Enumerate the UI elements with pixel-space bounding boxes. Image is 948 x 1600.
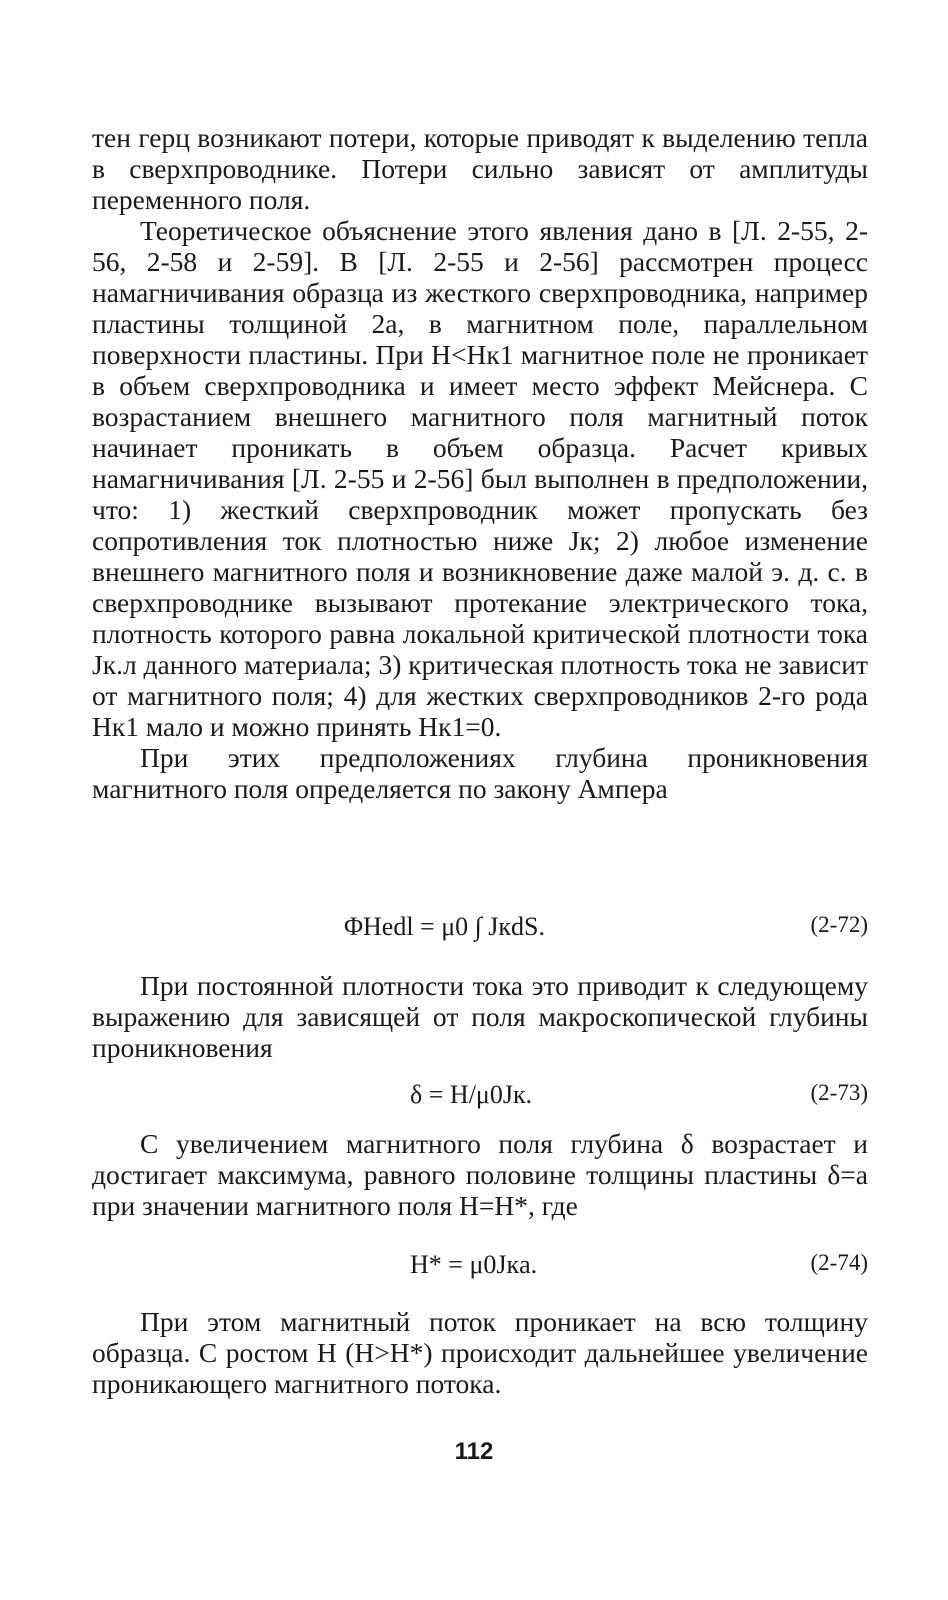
equation-2-72-number: (2-72) bbox=[810, 912, 868, 937]
equation-2-74 bbox=[92, 1250, 868, 1294]
text-block-3 bbox=[92, 1128, 868, 1221]
text-block-4 bbox=[92, 1306, 868, 1399]
paragraph-assumptions: При этих предположениях глубина проникновения магнитного поля определяется по закону Ампера bbox=[92, 742, 868, 804]
text-block-1 bbox=[92, 122, 868, 804]
paragraph-max-depth: С увеличением магнитного поля глубина δ возрастает и достигает максимума, равного половине толщины пластины δ=a при значении магнитного поля H=H*, где bbox=[92, 1128, 868, 1221]
equation-2-73 bbox=[92, 1080, 868, 1124]
equation-2-73-formula: δ = H/μ0Jк. bbox=[410, 1080, 533, 1109]
equation-2-72-formula: ΦHedl = μ0 ∫ JкdS. bbox=[344, 912, 545, 941]
equation-2-74-formula: H* = μ0Jкa. bbox=[410, 1250, 538, 1279]
page-number: 112 bbox=[454, 1438, 494, 1465]
equation-2-72 bbox=[92, 912, 868, 956]
paragraph-constant-density: При постоянной плотности тока это приводит к следующему выражению для зависящей от поля макроскопической глубины проникновения bbox=[92, 970, 868, 1063]
text-block-2 bbox=[92, 970, 868, 1063]
paragraph-theory: Теоретическое объяснение этого явления дано в [Л. 2-55, 2-56, 2-58 и 2-59]. В [Л. 2-55 и 2-56] рассмотрен процесс намагничивания образца из жесткого сверхпроводника, например пластины толщиной 2a, в магнитном поле, параллельном поверхности пластины. При H<Hк1 магнитное поле не проникает в объем сверхпроводника и имеет место эффект Мейснера. С возрастанием внешнего магнитного поля магнитный поток начинает проникать в объем образца. Расчет кривых намагничивания [Л. 2-55 и 2-56] был выполнен в предположении, что: 1) жесткий сверхпроводник может пропускать без сопротивления ток плотностью ниже Jк; 2) любое изменение внешнего магнитного поля и возникновение даже малой э. д. с. в сверхпроводнике вызывают протекание электрического тока, плотность которого равна локальной критической плотности тока Jк.л данного материала; 3) критическая плотность тока не зависит от магнитного поля; 4) для жестких сверхпроводников 2-го рода Hк1 мало и можно принять Hк1=0. bbox=[92, 215, 868, 742]
paragraph-full-penetration: При этом магнитный поток проникает на всю толщину образца. С ростом H (H>H*) происходит дальнейшее увеличение проникающего магнитного потока. bbox=[92, 1306, 868, 1399]
equation-2-73-number: (2-73) bbox=[810, 1080, 868, 1105]
paragraph-continuation: тен герц возникают потери, которые приводят к выделению тепла в сверхпроводнике. Потери сильно зависят от амплитуды переменного поля. bbox=[92, 122, 868, 215]
equation-2-74-number: (2-74) bbox=[810, 1250, 868, 1275]
